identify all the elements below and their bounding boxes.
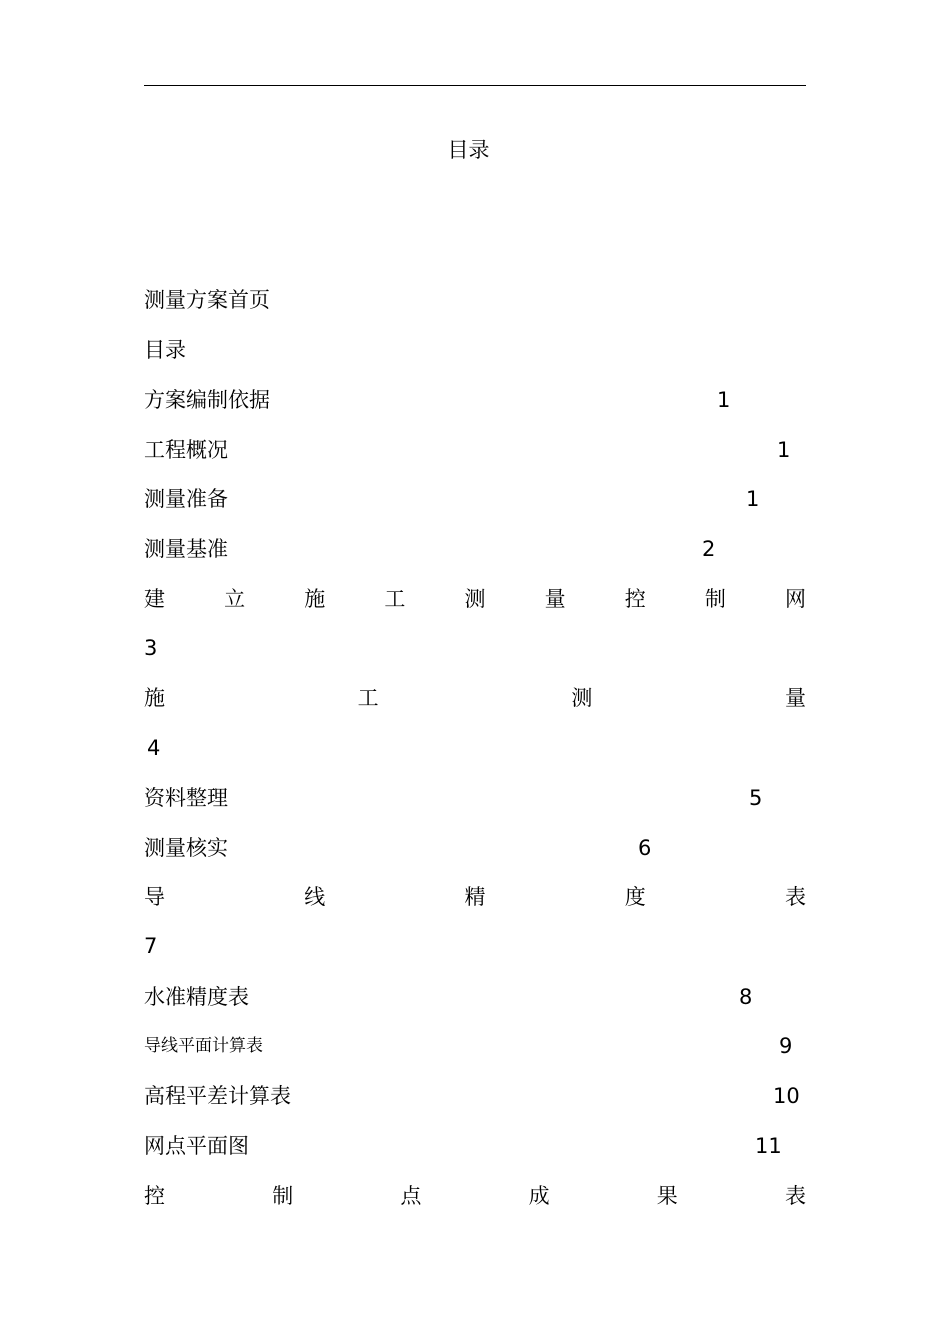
toc-entry-char: 成 xyxy=(528,1184,550,1208)
toc-entry-label: 资料整理 xyxy=(144,786,228,810)
toc-entry-char: 工 xyxy=(384,587,406,611)
toc-entry-page: 11 xyxy=(755,1134,782,1158)
toc-entry-page: 6 xyxy=(638,836,652,860)
toc-entry-label: 测量基准 xyxy=(144,537,228,561)
toc-entry-label: 测量核实 xyxy=(144,836,228,860)
toc-entry-label: 水准精度表 xyxy=(144,985,249,1009)
toc-entry-label: 导线平面计算表 xyxy=(144,1036,263,1056)
toc-entry-page: 9 xyxy=(779,1034,793,1058)
toc-entry-char: 果 xyxy=(656,1184,678,1208)
toc-entry-label: 测量准备 xyxy=(144,487,228,511)
toc-entry-label: 目录 xyxy=(144,338,186,362)
toc-entry-label: 网点平面图 xyxy=(144,1134,249,1158)
toc-entry-page: 7 xyxy=(144,934,158,958)
toc-entry-page: 1 xyxy=(746,487,760,511)
toc-entry-label-justified xyxy=(144,585,806,613)
toc-entry-page: 10 xyxy=(773,1084,800,1108)
toc-entry-page: 1 xyxy=(717,388,731,412)
toc-entry-char: 测 xyxy=(571,686,593,710)
toc-entry-label: 高程平差计算表 xyxy=(144,1084,291,1108)
toc-title: 目录 xyxy=(447,138,490,162)
toc-entry-page: 2 xyxy=(702,537,716,561)
toc-entry-char: 点 xyxy=(400,1184,422,1208)
toc-entry-char: 控 xyxy=(144,1184,165,1208)
toc-entry-char: 线 xyxy=(304,885,326,909)
toc-entry-char: 表 xyxy=(785,885,806,909)
toc-entry-label-justified xyxy=(144,684,806,712)
toc-entry-label: 工程概况 xyxy=(144,438,228,462)
toc-entry-char: 建 xyxy=(144,587,165,611)
toc-entry-page: 3 xyxy=(144,636,158,660)
toc-entry-char: 精 xyxy=(464,885,486,909)
toc-entry-char: 控 xyxy=(624,587,646,611)
toc-entry-char: 施 xyxy=(144,686,165,710)
toc-entry-char: 网 xyxy=(785,587,806,611)
toc-entry-char: 量 xyxy=(784,686,806,710)
toc-entry-label-justified xyxy=(144,883,806,911)
toc-entry-page: 5 xyxy=(749,786,763,810)
toc-entry-char: 表 xyxy=(784,1184,806,1208)
toc-entry-page: 4 xyxy=(147,736,161,760)
toc-entry-page: 1 xyxy=(777,438,791,462)
toc-entry-label: 测量方案首页 xyxy=(144,288,270,312)
toc-entry-char: 量 xyxy=(544,587,566,611)
toc-entry-page: 8 xyxy=(739,985,753,1009)
toc-entry-char: 工 xyxy=(357,686,379,710)
toc-entry-label-justified xyxy=(144,1182,806,1210)
toc-entry-char: 制 xyxy=(272,1184,294,1208)
toc-entry-char: 制 xyxy=(704,587,726,611)
toc-entry-char: 立 xyxy=(224,587,246,611)
toc-entry-label: 方案编制依据 xyxy=(144,388,270,412)
header-rule xyxy=(144,85,806,86)
toc-entry-char: 测 xyxy=(464,587,486,611)
toc-entry-char: 导 xyxy=(144,885,165,909)
toc-entry-char: 施 xyxy=(304,587,326,611)
toc-entry-char: 度 xyxy=(624,885,646,909)
